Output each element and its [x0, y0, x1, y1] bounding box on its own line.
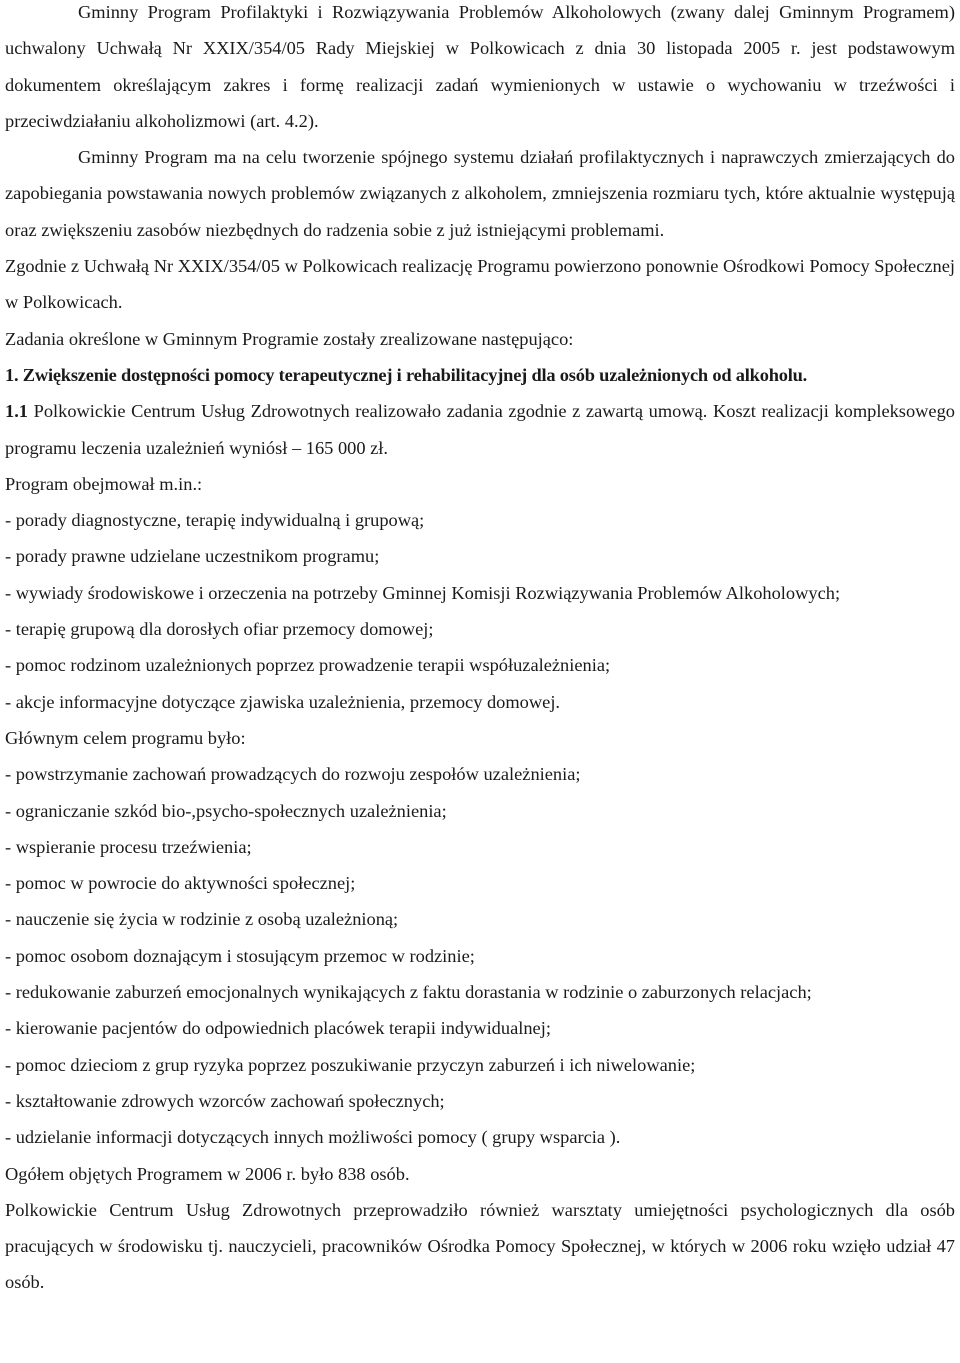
program-intro: Program obejmował m.in.: — [5, 473, 203, 494]
section-1-1-number: 1.1 — [5, 401, 28, 422]
list-item: - wywiady środowiskowe i orzeczenia na potrzeby Gminnej Komisji Rozwiązywania Problemów Alkoholowych; — [5, 582, 841, 603]
list-item: - terapię grupową dla dorosłych ofiar przemocy domowej; — [5, 619, 434, 640]
list-item: - pomoc w powrocie do aktywności społecznej; — [5, 873, 356, 894]
list-item: - pomoc dzieciom z grup ryzyka poprzez poszukiwanie przyczyn zaburzeń i ich niwelowanie; — [5, 1054, 696, 1075]
list-item: - pomoc rodzinom uzależnionych poprzez prowadzenie terapii współuzależnienia; — [5, 655, 611, 676]
list-item: - pomoc osobom doznającym i stosującym przemoc w rodzinie; — [5, 945, 475, 966]
list-item: - kierowanie pacjentów do odpowiednich placówek terapii indywidualnej; — [5, 1018, 551, 1039]
workshops-paragraph: Polkowickie Centrum Usług Zdrowotnych przeprowadziło również warsztaty umiejętności psychologicznych dla osób pracujących w środowisku tj. nauczycieli, pracowników Ośrodka Pomocy Społecznej, w których w 2006 roku wzięło udział 47 osób. — [5, 1199, 955, 1293]
section-1-1-paragraph — [5, 393, 955, 466]
program-items-list — [5, 502, 955, 720]
list-item: - kształtowanie zdrowych wzorców zachowań społecznych; — [5, 1090, 445, 1111]
list-item: - ograniczanie szkód bio-,psycho-społecznych uzależnienia; — [5, 800, 447, 821]
list-item: - akcje informacyjne dotyczące zjawiska uzależnienia, przemocy domowej. — [5, 691, 561, 712]
document-body — [5, 0, 955, 1301]
section-1-1-text: Polkowickie Centrum Usług Zdrowotnych realizowało zadania zgodnie z zawartą umową. Koszt realizacji kompleksowego programu leczenia uzależnień wyniósł – 165 000 zł. — [5, 401, 955, 458]
list-item: - porady diagnostyczne, terapię indywidualną i grupową; — [5, 510, 425, 531]
list-item: - udzielanie informacji dotyczących innych możliwości pomocy ( grupy wsparcia ). — [5, 1127, 621, 1148]
list-item: - wspieranie procesu trzeźwienia; — [5, 836, 252, 857]
goal-items-list — [5, 756, 955, 1155]
intro-paragraph-3: Zgodnie z Uchwałą Nr XXIX/354/05 w Polkowicach realizację Programu powierzono ponownie Ośrodkowi Pomocy Społecznej w Polkowicach. — [5, 256, 955, 313]
total-participants: Ogółem objętych Programem w 2006 r. było 838 osób. — [5, 1163, 410, 1184]
list-item: - powstrzymanie zachowań prowadzących do rozwoju zespołów uzależnienia; — [5, 764, 581, 785]
goal-intro: Głównym celem programu było: — [5, 727, 246, 748]
list-item: - porady prawne udzielane uczestnikom programu; — [5, 546, 380, 567]
list-item: - nauczenie się życia w rodzinie z osobą uzależnioną; — [5, 909, 399, 930]
intro-paragraph-2: Gminny Program ma na celu tworzenie spójnego systemu działań profilaktycznych i naprawczych zmierzających do zapobiegania powstawania nowych problemów związanych z alkoholem, zmniejszenia rozmiaru tych, które aktualnie występują oraz zwiększeniu zasobów niezbędnych do radzenia sobie z już istniejącymi problemami. — [5, 147, 955, 240]
intro-paragraph-4: Zadania określone w Gminnym Programie zostały zrealizowane następująco: — [5, 328, 574, 349]
list-item: - redukowanie zaburzeń emocjonalnych wynikających z faktu dorastania w rodzinie o zaburzonych relacjach; — [5, 982, 812, 1003]
section-1-heading: 1. Zwiększenie dostępności pomocy terapeutycznej i rehabilitacyjnej dla osób uzależnionych od alkoholu. — [5, 364, 808, 385]
intro-paragraph-1: Gminny Program Profilaktyki i Rozwiązywania Problemów Alkoholowych (zwany dalej Gminnym Programem) uchwalony Uchwałą Nr XXIX/354/05 Rady Miejskiej w Polkowicach z dnia 30 listopada 2005 r. jest podstawowym dokumentem określającym zakres i formę realizacji zadań wymienionych w ustawie o wychowaniu w trzeźwości i przeciwdziałaniu alkoholizmowi (art. 4.2). — [5, 2, 955, 131]
